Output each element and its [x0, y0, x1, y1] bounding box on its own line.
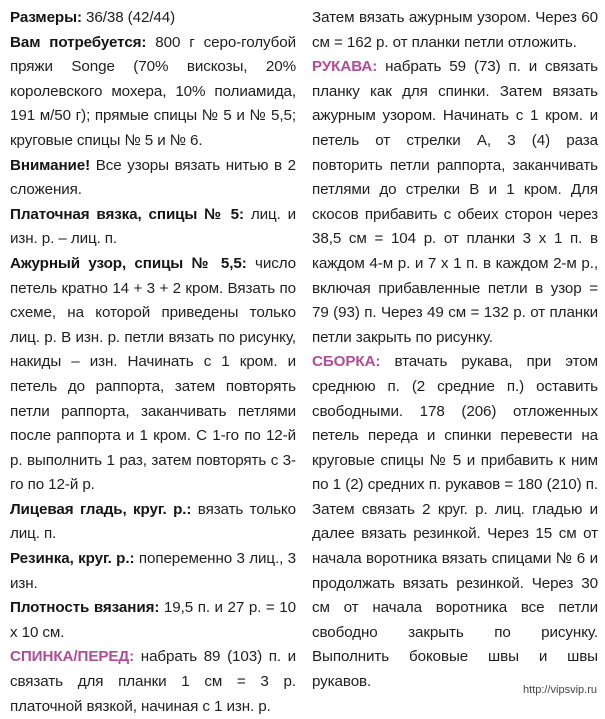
- paragraph-text: 19,5 п. и 27 р. = 10 х 10 см.: [10, 599, 296, 641]
- section-label: СПИНКА/ПЕРЕД:: [10, 648, 135, 666]
- paragraph-text: 800 г серо-голубой пряжи Songe (70% вискозы, 20% королевского мохера, 10% полиамида, 191 м/50 г); прямые спицы № 5 и № 5,5; круговые спицы № 5 и № 6.: [10, 33, 296, 149]
- paragraph-text: лиц. и изн. р. – лиц. п.: [10, 205, 296, 248]
- paragraph-text: Затем вязать ажурным узором. Через 60 см = 162 р. от планки петли отложить.: [312, 9, 598, 51]
- left-paragraph: [10, 203, 296, 252]
- section-label: РУКАВА:: [312, 58, 378, 76]
- watermark-url: http://vipsvip.ru: [523, 684, 597, 696]
- right-paragraph: [312, 350, 598, 694]
- left-paragraph: [10, 31, 296, 154]
- paragraph-text: набрать 89 (103) п. и связать для планки 1 см = 3 р. платочной вязкой, начиная с 1 изн. р.: [10, 648, 296, 715]
- section-label: Вам потребуется:: [10, 33, 147, 51]
- left-paragraph: [10, 547, 296, 596]
- left-paragraph: [10, 6, 296, 31]
- paragraph-text: втачать рукава, при этом среднюю п. (2 средние п.) оставить свободными. 178 (206) отложенных петель переда и спинки перевести на круговые спицы № 5 и прибавить к ним по 1 (2) средних п. рукавов = 180 (210) п. Затем связать 2 круг. р. лиц. гладью и далее вязать резинкой. Через 15 см от начала воротника вязать спицами № 6 и продолжать вязать резинкой. Через 30 см от начала воротника все петли свободно закрыть по рисунку. Выполнить боковые швы и швы рукавов.: [312, 353, 598, 691]
- right-column: [312, 6, 598, 695]
- section-label: Платочная вязка, спицы № 5:: [10, 205, 244, 223]
- paragraph-text: вязать только лиц. п.: [10, 500, 296, 543]
- right-paragraph: [312, 6, 598, 55]
- section-label: Лицевая гладь, круг. р.:: [10, 500, 192, 518]
- section-label: Внимание!: [10, 156, 91, 174]
- section-label: СБОРКА:: [312, 353, 381, 371]
- left-paragraph: [10, 596, 296, 645]
- left-paragraph: [10, 498, 296, 547]
- left-column: [10, 6, 296, 719]
- section-label: Резинка, круг. р.:: [10, 550, 135, 568]
- section-label: Плотность вязания:: [10, 599, 160, 617]
- left-paragraph: [10, 645, 296, 719]
- right-paragraph: [312, 55, 598, 350]
- left-paragraph: [10, 154, 296, 203]
- paragraph-text: Все узоры вязать нитью в 2 сложения.: [10, 156, 296, 199]
- section-label: Размеры:: [10, 9, 82, 26]
- paragraph-text: попеременно 3 лиц., 3 изн.: [10, 550, 296, 592]
- paragraph-text: число петель кратно 14 + 3 + 2 кром. Вязать по схеме, на которой приведены только лиц. р. В изн. р. петли вязать по рисунку, накиды – изн. Начинать с 1 кром. и петель до раппорта, затем повторять петли раппорта, заканчивать петлями после раппорта и 1 кром. С 1-го по 12-й р. выполнить 1 раз, затем повторять с 3-го по 12-й р.: [10, 254, 296, 494]
- left-paragraph: [10, 252, 296, 498]
- paragraph-text: 36/38 (42/44): [81, 9, 176, 26]
- paragraph-text: набрать 59 (73) п. и связать планку как для спинки. Затем вязать ажурным узором. Начинать с 1 кром. и петель от стрелки А, 3 (4) раза повторить петли раппорта, заканчивать петлями до стрелки В и 1 кром. Для скосов прибавить с обеих сторон через 38,5 см = 104 р. от планки 3 х 1 п. в каждом 4-м р. и 7 х 1 п. в каждом 2-м р., включая прибавленные петли в узор = 79 (93) п. Через 49 см = 132 р. от планки петли закрыть по рисунку.: [312, 58, 598, 346]
- section-label: Ажурный узор, спицы № 5,5:: [10, 254, 247, 272]
